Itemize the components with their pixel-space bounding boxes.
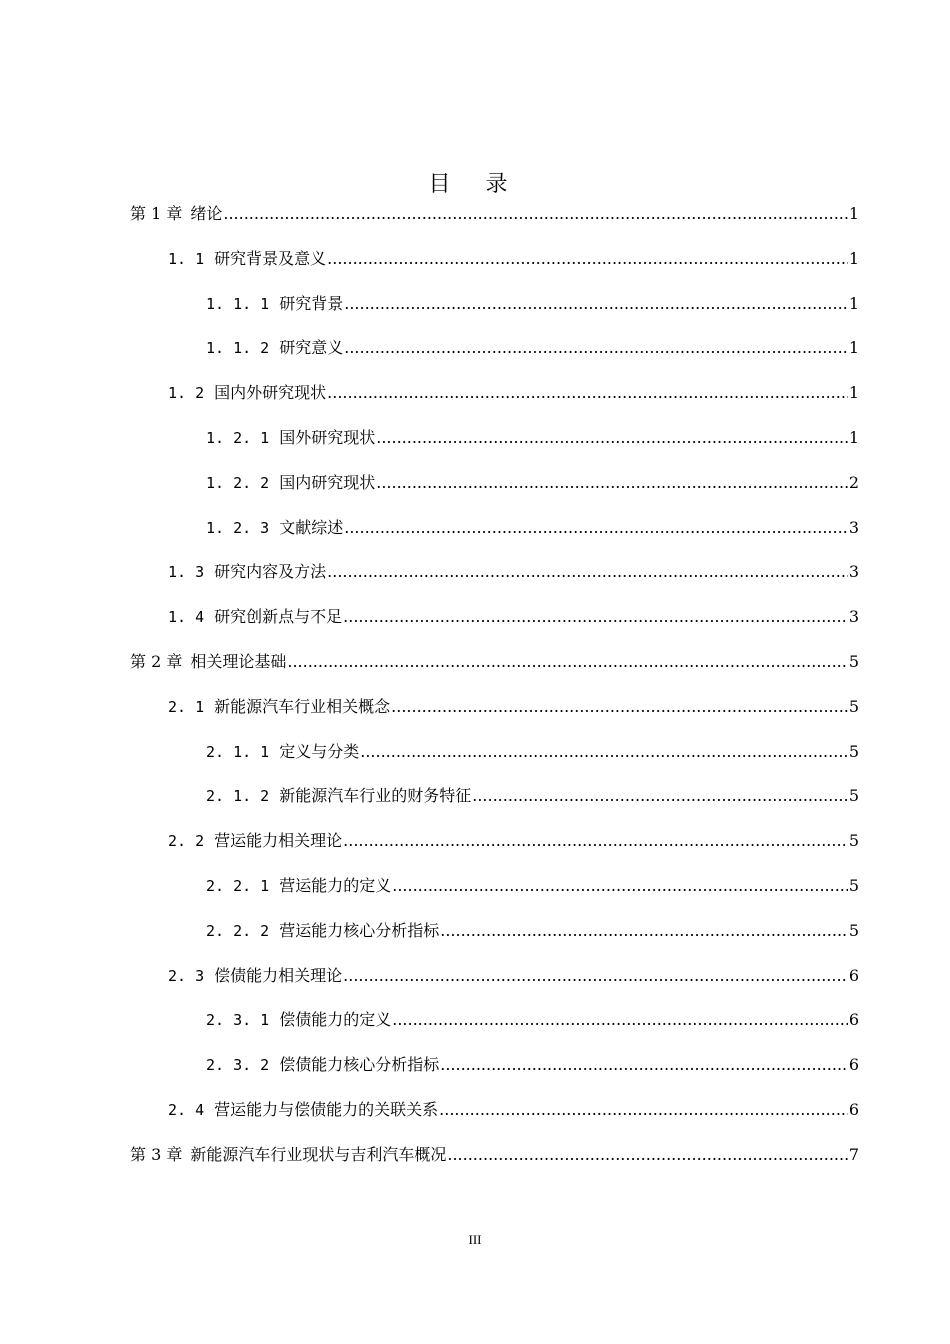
toc-entry[interactable] — [168, 964, 859, 988]
toc-entry-number: 2. 1. 1 — [206, 742, 270, 761]
toc-entry-label — [206, 919, 439, 943]
toc-dot-leader — [343, 829, 848, 853]
page-number: III — [468, 1232, 482, 1247]
toc-entry-number: 2. 1. 2 — [206, 787, 270, 806]
toc-entry-page: 5 — [848, 786, 859, 806]
toc-entry-title: 定义与分类 — [279, 741, 360, 761]
toc-entry-page: 7 — [848, 1144, 859, 1164]
toc-dot-leader — [392, 1008, 848, 1032]
toc-entry-page: 5 — [848, 696, 859, 716]
toc-dot-leader — [287, 650, 847, 674]
toc-dot-leader — [391, 695, 848, 719]
toc-entry-number: 第 3 章 — [130, 1144, 183, 1164]
toc-entry-label — [168, 605, 342, 629]
toc-entry[interactable] — [130, 202, 859, 226]
toc-entry-page: 6 — [848, 965, 859, 985]
toc-entry[interactable] — [206, 1053, 859, 1077]
toc-entry[interactable] — [206, 336, 859, 360]
toc-entry-title: 偿债能力的定义 — [279, 1010, 392, 1030]
toc-entry-title: 偿债能力相关理论 — [214, 965, 343, 985]
toc-entry[interactable] — [206, 784, 859, 808]
toc-entry-title: 相关理论基础 — [190, 652, 287, 671]
toc-entry-page: 5 — [848, 652, 859, 671]
toc-entry-title: 文献综述 — [279, 517, 344, 537]
toc-entry[interactable] — [206, 740, 859, 764]
toc-entry-number: 1. 2. 2 — [206, 473, 270, 492]
toc-dot-leader — [343, 964, 848, 988]
toc-entry-label — [206, 874, 391, 898]
toc-dot-leader — [447, 1143, 847, 1167]
toc-entry-number: 1. 1 — [168, 249, 205, 268]
toc-entry-title: 研究创新点与不足 — [214, 607, 343, 627]
toc-entry-label — [168, 964, 342, 988]
toc-dot-leader — [376, 426, 848, 450]
toc-entry-number: 2. 3. 2 — [206, 1056, 270, 1075]
toc-entry[interactable] — [206, 516, 859, 540]
toc-entry-label — [168, 560, 326, 584]
toc-dot-leader — [472, 784, 848, 808]
toc-dot-leader — [343, 605, 848, 629]
toc-entry-label — [206, 784, 471, 808]
toc-entry-label — [206, 292, 343, 316]
toc-entry-title: 绪论 — [190, 204, 223, 223]
toc-entry-page: 1 — [848, 383, 859, 403]
toc-entry[interactable] — [130, 650, 859, 674]
toc-entry-label — [130, 1143, 446, 1167]
toc-entry[interactable] — [168, 1098, 859, 1122]
toc-entry-title: 新能源汽车行业的财务特征 — [279, 786, 472, 806]
toc-entry-label — [130, 202, 222, 226]
toc-entry-number: 2. 2. 2 — [206, 921, 270, 940]
toc-entry-number: 2. 3. 1 — [206, 1011, 270, 1030]
toc-entry-label — [130, 650, 286, 674]
page-title: 目 录 — [428, 172, 522, 197]
toc-entry-page: 3 — [848, 562, 859, 582]
toc-entry-title: 研究意义 — [279, 338, 344, 358]
toc-entry-number: 2. 4 — [168, 1101, 205, 1119]
toc-entry-number: 1. 2. 1 — [206, 429, 270, 447]
toc-entry[interactable] — [168, 829, 859, 853]
toc-entry-page: 1 — [848, 428, 859, 447]
toc-entry-page: 5 — [848, 876, 859, 895]
toc-entry[interactable] — [206, 426, 859, 450]
toc-entry-page: 6 — [848, 1010, 859, 1030]
toc-entry-page: 1 — [848, 338, 859, 358]
toc-dot-leader — [327, 560, 848, 584]
toc-entry-page: 2 — [848, 472, 859, 492]
toc-entry-number: 1. 1. 2 — [206, 339, 270, 358]
toc-entry-label — [206, 516, 343, 540]
toc-entry-title: 国内研究现状 — [279, 472, 376, 492]
toc-entry-title: 新能源汽车行业相关概念 — [214, 696, 391, 716]
toc-entry-number: 1. 2. 3 — [206, 518, 270, 537]
toc-entry-title: 研究背景及意义 — [214, 248, 327, 268]
toc-entry-page: 1 — [848, 293, 859, 313]
toc-entry-title: 国外研究现状 — [279, 428, 376, 447]
toc-entry-label — [206, 740, 359, 764]
toc-entry-page: 3 — [848, 517, 859, 537]
toc-dot-leader — [327, 247, 848, 271]
toc-entry-number: 2. 1 — [168, 697, 205, 716]
toc-entry-number: 1. 3 — [168, 563, 205, 582]
toc-dot-leader — [376, 471, 848, 495]
toc-entry[interactable] — [168, 247, 859, 271]
toc-entry[interactable] — [206, 919, 859, 943]
toc-entry-number: 2. 3 — [168, 966, 205, 985]
toc-entry-label — [168, 695, 390, 719]
toc-entry-label — [168, 829, 342, 853]
toc-dot-leader — [440, 1053, 848, 1077]
toc-dot-leader — [344, 336, 848, 360]
toc-entry-label — [168, 247, 326, 271]
toc-entry-label — [168, 381, 326, 405]
toc-dot-leader — [439, 1098, 848, 1122]
toc-entry-title: 新能源汽车行业现状与吉利汽车概况 — [190, 1144, 447, 1164]
toc-entry-title: 营运能力与偿债能力的关联关系 — [214, 1100, 439, 1119]
toc-entry[interactable] — [130, 1143, 859, 1167]
toc-dot-leader — [327, 381, 848, 405]
toc-entry-title: 营运能力核心分析指标 — [279, 920, 440, 940]
toc-entry-number: 1. 1. 1 — [206, 294, 270, 313]
toc-entry-page: 1 — [848, 248, 859, 268]
toc-entry-number: 第 1 章 — [130, 204, 183, 223]
toc-dot-leader — [344, 516, 848, 540]
toc-dot-leader — [344, 292, 848, 316]
toc-entry-page: 5 — [848, 920, 859, 940]
toc-entry-label — [168, 1098, 438, 1122]
toc-entry-label — [206, 1008, 391, 1032]
toc-entry-label — [206, 336, 343, 360]
toc-entry[interactable] — [206, 1008, 859, 1032]
toc-entry-number: 2. 2 — [168, 832, 205, 851]
toc-entry-title: 研究内容及方法 — [214, 562, 327, 582]
toc-dot-leader — [440, 919, 848, 943]
toc-dot-leader — [223, 202, 847, 226]
toc-entry[interactable] — [206, 874, 859, 898]
toc-entry[interactable] — [206, 471, 859, 495]
toc-entry[interactable] — [168, 605, 859, 629]
toc-entry-number: 2. 2. 1 — [206, 877, 270, 895]
toc-entry-page: 1 — [848, 204, 859, 223]
toc-entry-title: 偿债能力核心分析指标 — [279, 1055, 440, 1075]
toc-entry[interactable] — [168, 560, 859, 584]
toc-entry-label — [206, 471, 375, 495]
toc-entry[interactable] — [168, 695, 859, 719]
toc-entry-page: 5 — [848, 741, 859, 761]
toc-entry[interactable] — [206, 292, 859, 316]
toc-entry-number: 1. 2 — [168, 384, 205, 403]
toc-entry-page: 6 — [848, 1100, 859, 1119]
toc-entry[interactable] — [168, 381, 859, 405]
toc-dot-leader — [360, 740, 848, 764]
toc-entry-page: 3 — [848, 607, 859, 627]
toc-entry-title: 研究背景 — [279, 293, 344, 313]
toc-entry-title: 营运能力的定义 — [279, 876, 392, 895]
toc-entry-title: 营运能力相关理论 — [214, 831, 343, 851]
toc-entry-page: 6 — [848, 1055, 859, 1075]
toc-entry-page: 5 — [848, 831, 859, 851]
toc-entry-label — [206, 1053, 439, 1077]
toc-dot-leader — [392, 874, 848, 898]
toc-entry-title: 国内外研究现状 — [214, 383, 327, 403]
toc-entry-number: 1. 4 — [168, 608, 205, 627]
toc-entry-label — [206, 426, 375, 450]
toc-entry-number: 第 2 章 — [130, 652, 183, 671]
